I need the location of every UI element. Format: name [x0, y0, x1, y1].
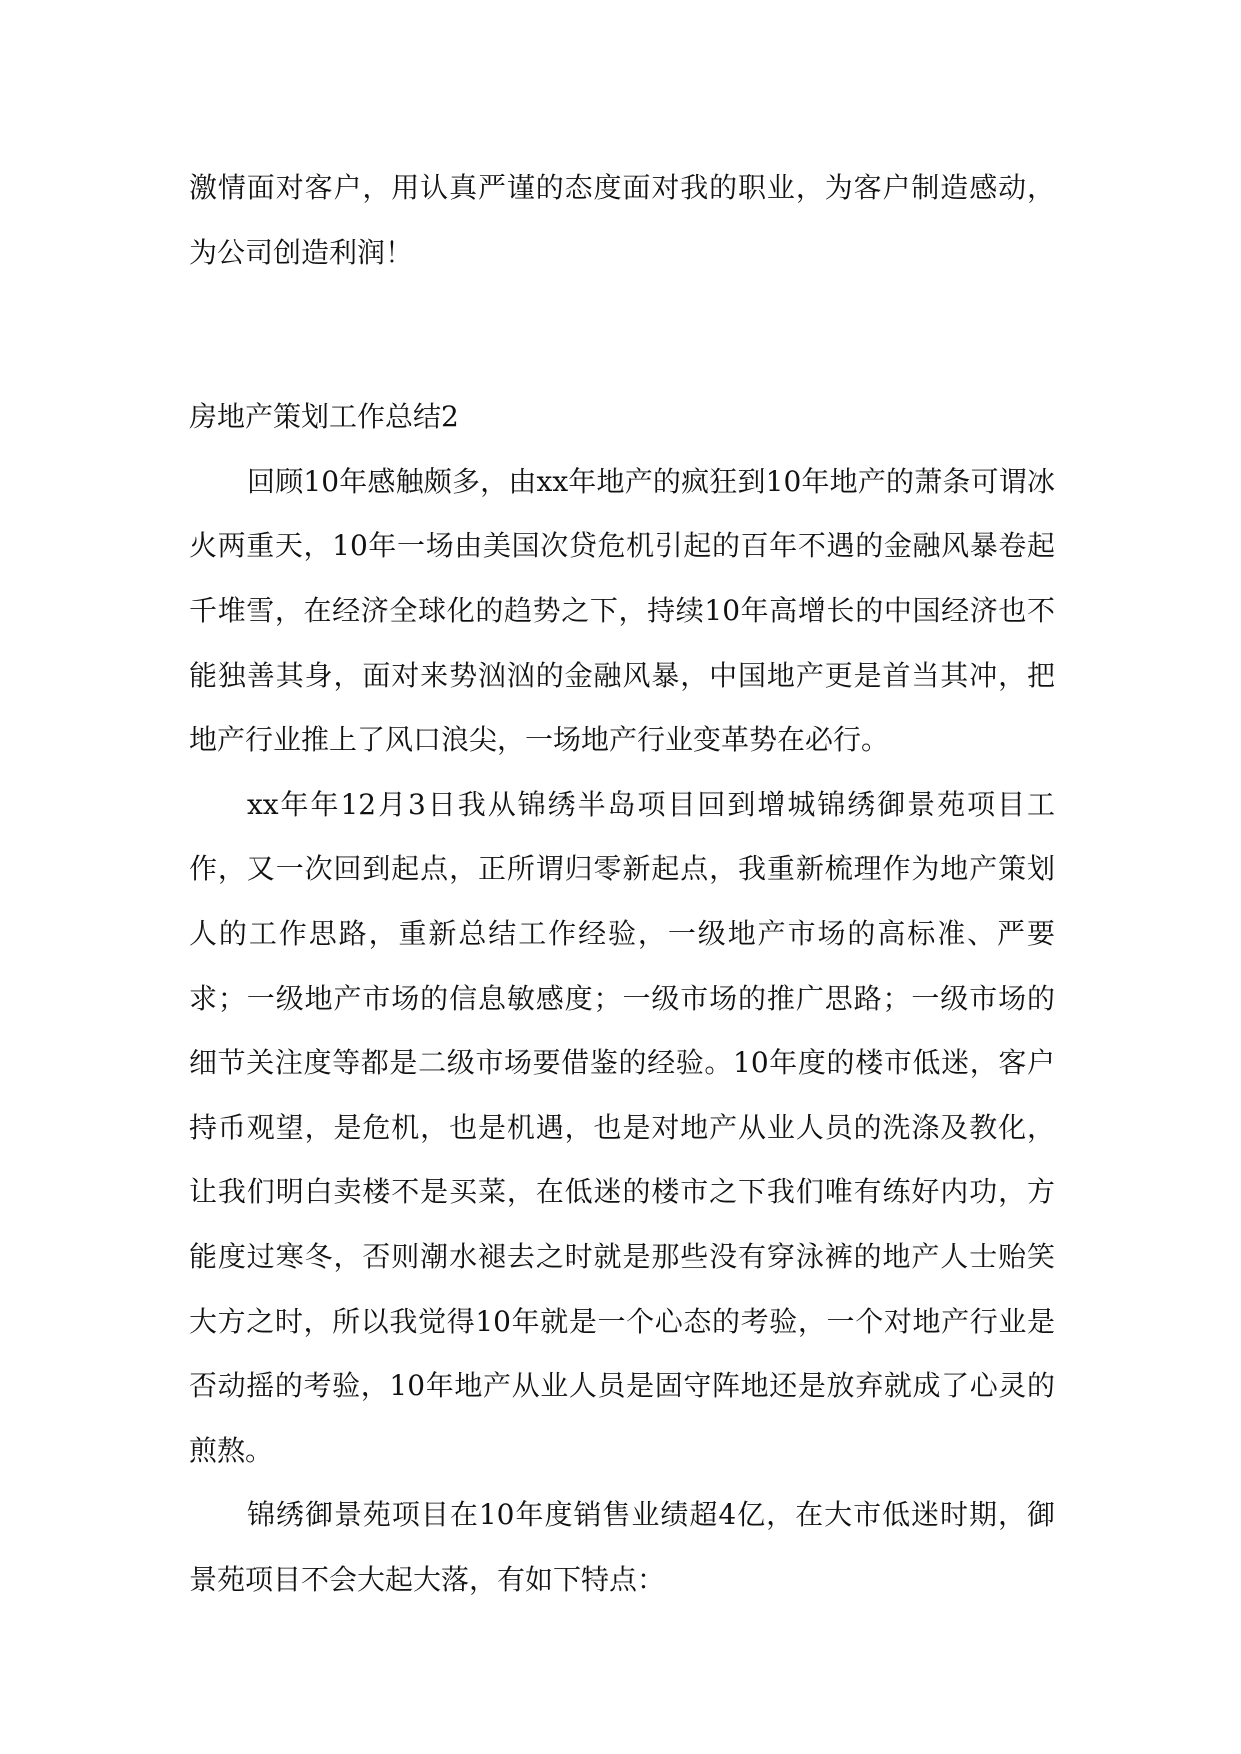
body-paragraph-2: xx年年12月3日我从锦绣半岛项目回到增城锦绣御景苑项目工作，又一次回到起点，正所谓归零新起点，我重新梳理作为地产策划人的工作思路，重新总结工作经验，一级地产市场的高标准、严要求；一级地产市场的信息敏感度；一级市场的推广思路；一级市场的细节关注度等都是二级市场要借鉴的经验。10年度的楼市低迷，客户持币观望，是危机，也是机遇，也是对地产从业人员的洗涤及教化，让我们明白卖楼不是买菜，在低迷的楼市之下我们唯有练好内功，方能度过寒冬，否则潮水褪去之时就是那些没有穿泳裤的地产人士贻笑大方之时，所以我觉得10年就是一个心态的考验，一个对地产行业是否动摇的考验，10年地产从业人员是固守阵地还是放弃就成了心灵的煎熬。 — [189, 787, 1055, 1467]
intro-paragraph: 激情面对客户，用认真严谨的态度面对我的职业，为客户制造感动，为公司创造利润！ — [189, 171, 1055, 269]
section-title: 房地产策划工作总结2 — [189, 400, 459, 434]
document-body — [189, 156, 1055, 1612]
body-paragraph-3: 锦绣御景苑项目在10年度销售业绩超4亿，在大市低迷时期，御景苑项目不会大起大落，有如下特点： — [189, 1498, 1055, 1596]
section-spacer — [189, 285, 1055, 385]
body-paragraph-1: 回顾10年感触颇多，由xx年地产的疯狂到10年地产的萧条可谓冰火两重天，10年一场由美国次贷危机引起的百年不遇的金融风暴卷起千堆雪，在经济全球化的趋势之下，持续10年高增长的中国经济也不能独善其身，面对来势汹汹的金融风暴，中国地产更是首当其冲，把地产行业推上了风口浪尖，一场地产行业变革势在必行。 — [189, 464, 1055, 757]
